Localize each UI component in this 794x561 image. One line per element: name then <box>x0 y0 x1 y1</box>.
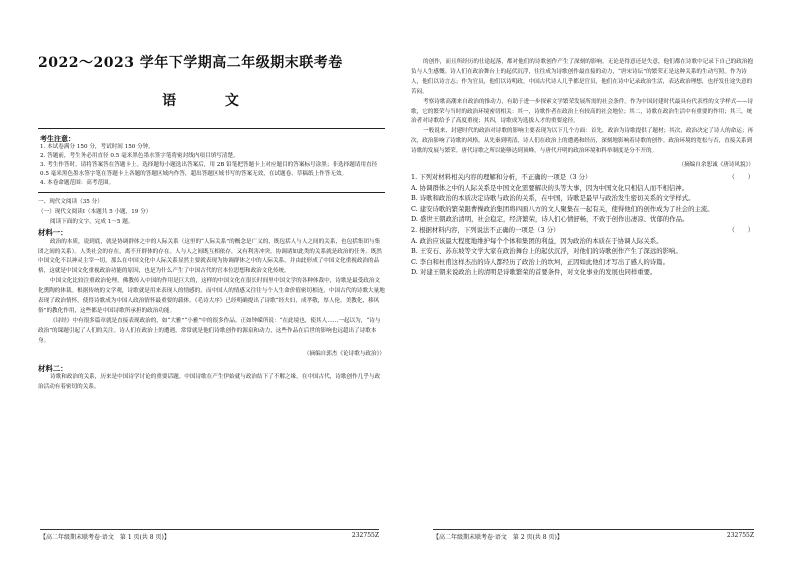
page-footer <box>40 532 379 541</box>
footer-code: 232755Z <box>726 532 754 539</box>
paragraph: 的创作，而且所经历的仕途起落，都对他们的诗歌创作产生了深刻的影响。无论是得意还是失意，他们都在诗歌中记录下自己的政治抱负与人生感慨。诗人们在政治舞台上的起伏沉浮，往往成为诗歌创作最直接的动力，“唐宋诗坛”的繁荣正是这种关系的生动写照。作为诗人，他们以诗言志；作为官员，他们以诗明政。中国古代诗人几乎都是官员，他们在诗中记录政治生活，表达政治理想，也抒发仕途失意的苦闷。 <box>411 59 754 95</box>
page-right <box>397 0 794 561</box>
material-heading: 材料一： <box>38 227 68 237</box>
subsection-heading: （一）现代文阅读Ⅰ（本题共 5 小题，19 分） <box>38 208 152 215</box>
exam-title: 2022～2023 学年下学期高二年级期末联考卷 <box>38 55 343 71</box>
notice-item: 3. 考生作答时，请将答案答在答题卡上。选择题每小题选出答案后，用 2B 铅笔把答题卡上对应题目的答案标号涂黑；非选择题请用直径 0.5 毫米黑色墨水签字笔在答题卡上各题的答题区域内作答，超出答题区域书写的答案无效，在试题卷、草稿纸上作答无效。 <box>40 162 378 177</box>
footer-code: 232755Z <box>351 532 379 539</box>
question-1 <box>411 172 754 225</box>
option-a: A. 政治应该最大程度地维护每个个体和集团的利益，因为政治的本质在于协调人际关系。 <box>411 236 663 245</box>
continued-body <box>411 58 754 157</box>
footer-rule <box>433 529 754 530</box>
option-b: B. 王安石、苏东坡等文学大家在政治舞台上的起伏沉浮，对他们的诗歌创作产生了深远的影响。 <box>411 247 682 256</box>
footer-label: 【高二年级期末联考卷·语文 第 1 页(共 8 页)】 <box>40 534 170 541</box>
paragraph: 政治的本质，说到底，就是协调群体之中的人际关系（这里的“人际关系”的概念是广义的，既包括人与人之间的关系，也包括集团与集团之间的关系）。人类社会的存在，离不开群体的存在。人与人之间既互相依存，又有利害冲突。协调诸如此类的关系就是政治的任务。既然中国文化不以神灵主宰一切，那么在中国文化中人际关系显然主要就表现为协调群体之中的人际关系，并由此形成了中国文化重视政治的品格，这就是中国文化重视政治功能的原因，也是为什么产生了中国古代的官本位思想和政治文化传统。 <box>38 238 383 275</box>
citation: （摘编自余恕诚《唐诗风貌》） <box>678 162 754 169</box>
answer-paren: （ ） <box>728 173 754 182</box>
notice-box <box>38 128 385 193</box>
option-a: A. 协调群体之中的人际关系是中国文化需要解决的头等大事，因为中国文化只相信人而不相信神。 <box>411 183 689 192</box>
subject-title: 语 文 <box>162 93 261 109</box>
notice-item: 4. 本卷命题范围：高考范围。 <box>40 180 115 186</box>
notice-item: 1. 本试卷满分 150 分，考试时间 150 分钟。 <box>40 144 154 150</box>
notice-item: 2. 答题前，考生务必用直径 0.5 毫米黑色墨水签字笔将密封线内项目填写清楚。 <box>40 153 239 159</box>
question-text: 1. 下列对材料相关内容的理解和分析，不正确的一项是（3 分） <box>411 173 592 182</box>
question-stem <box>411 172 754 183</box>
instruction: 阅读下面的文字，完成 1～5 题。 <box>50 218 134 225</box>
paragraph: 诗歌和政治的关系，历来是中国诗学讨论的重要话题。中国诗歌在产生伊始就与政治结下了不解之缘，在中国古代，诗歌创作几乎与政治活动有着密切的关系。 <box>38 374 381 391</box>
notice-title: 考生注意： <box>40 134 75 143</box>
page-footer <box>433 532 754 541</box>
option-d: D. 对建王朝来说政治上的清明是诗歌繁荣的首要条件，对文化事业的发展也同样重要。 <box>411 268 657 277</box>
option-c: C. 建安诗歌的繁荣跟曹操政治集团将四面八方的文人聚集在一起有关，使得他们的创作成为了社会的主流。 <box>411 204 714 213</box>
paragraph: 考察诗歌高潮来自政治的推动力，有助于进一步探索文学繁荣发展所需的社会条件。作为中国封建时代最具有代表性的文学样式——诗歌，它的繁荣与当时的政治环境密切相关：其一，诗歌作者在政治上有较高的社会地位；其二，诗歌在政治生活中有重要的作用；其三，统治者对诗歌给予了高度重视；其四，诗歌成为选拔人才的重要途径。 <box>411 98 754 125</box>
material-heading: 材料二： <box>38 363 68 373</box>
section-body <box>38 198 385 393</box>
option-d: D. 盛世王朝政治清明，社会稳定，经济繁荣，诗人们心情舒畅，不致于创作出凄凉、忧郁的作品。 <box>411 215 689 224</box>
option-b: B. 诗歌和政治的本质决定诗歌与政治的关系，在中国，诗歌是最早与政治发生密切关系的文学样式。 <box>411 194 695 203</box>
section-heading: 一、现代文阅读（35 分） <box>38 199 103 205</box>
paragraph: 一般说来，封建时代的政治对诗歌的影响主要表现为以下几个方面：首先，政治为诗歌提供了题材；其次，政治决定了诗人的命运；再次，政治影响了诗歌的风格。从先秦到明清，诗人们在政治上的遭遇和经历，深刻地影响着诗歌的创作。政治环境的宽松与否，直接关系到诗歌的发展与繁荣。唐代诗歌之所以能够达到顶峰，与唐代开明的政治环境和科举制度是分不开的。 <box>411 128 754 155</box>
question-2 <box>411 225 754 278</box>
question-stem <box>411 225 754 236</box>
footer-label: 【高二年级期末联考卷·语文 第 2 页(共 8 页)】 <box>433 534 563 541</box>
citation: （摘编自郭杰《论诗歌与政治》） <box>303 350 385 357</box>
paragraph: 《诗经》中有很多篇章就是直接表现政治的，如“大雅”“小雅”中的很多作品。正如钟嵘所说：“在此境也，使其人……一起以为，“诗与政治”的课题引起了人们的关注。诗人们在政治上的遭遇，常常就是他们诗歌创作的源泉和动力，这些作品在后世的影响也远超出了诗歌本身。 <box>38 317 381 344</box>
paragraph: 中国文化比较注重政治伦理，佛教传入中国的作用是巨大的，这样的中国文化在很长时间里中国文学的各种体裁中，诗歌是最受政治文化熏陶的体裁。根据传统的文学观，诗歌就是用来表现人的情感的，而中国人的情感又往往与个人生命价值密切相连，中国古代的诗歌大量地表现了政治情怀，使得诗歌成为中国人政治情怀最重要的载体。《毛诗大序》已经明确提出了诗歌“经夫妇，成孝敬，厚人伦，美教化，移风俗”的教化作用，这些都是中国诗歌所承担的政治功能。 <box>38 278 385 314</box>
footer-rule <box>40 529 379 530</box>
question-text: 2. 根据材料内容，下列说法不正确的一项是（3 分） <box>411 226 560 235</box>
answer-paren: （ ） <box>728 226 754 235</box>
option-c: C. 李白和杜甫这样杰出的诗人都经历了政治上的坎坷，正因如此他们才写出了感人的诗篇。 <box>411 257 669 266</box>
